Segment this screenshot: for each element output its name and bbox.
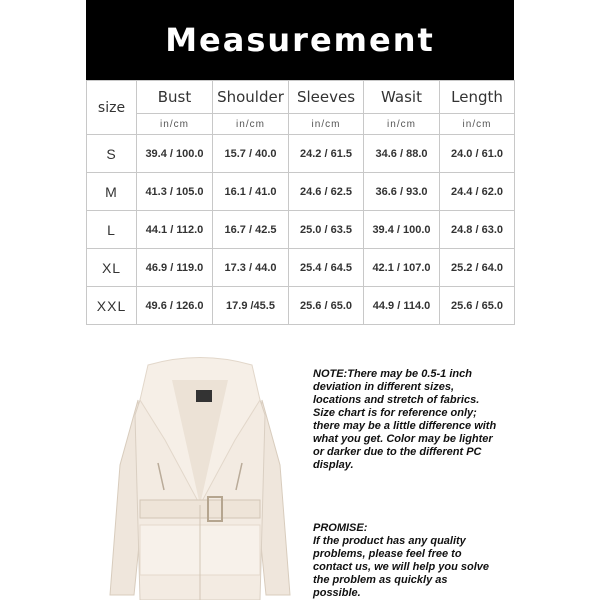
table-cell: 41.3 / 105.0: [137, 173, 213, 211]
table-cell: 25.2 / 64.0: [440, 249, 515, 287]
column-header-shoulder: Shoulder: [213, 81, 289, 114]
promise-heading: PROMISE:: [313, 522, 368, 534]
table-cell: 49.6 / 126.0: [137, 287, 213, 325]
table-cell: 24.6 / 62.5: [289, 173, 364, 211]
table-row: [87, 173, 515, 211]
coat-product-image: [100, 345, 300, 600]
table-cell: 25.4 / 64.5: [289, 249, 364, 287]
table-cell: 25.6 / 65.0: [440, 287, 515, 325]
table-cell: 15.7 / 40.0: [213, 135, 289, 173]
unit-label: in/cm: [364, 114, 440, 135]
size-cell: XXL: [87, 287, 137, 325]
table-cell: 17.9 /45.5: [213, 287, 289, 325]
size-note: NOTE:There may be 0.5-1 inch deviation in different sizes, locations and stretch of fabrics. Size chart is for reference only; there may be a little difference with what you get. Color may be lighter or darker due to the different PC display.: [313, 368, 497, 471]
table-row: [87, 287, 515, 325]
table-cell: 24.2 / 61.5: [289, 135, 364, 173]
column-header-length: Length: [440, 81, 515, 114]
table-cell: 25.0 / 63.5: [289, 211, 364, 249]
table-cell: 17.3 / 44.0: [213, 249, 289, 287]
table-cell: 24.8 / 63.0: [440, 211, 515, 249]
size-chart-table: [86, 80, 515, 325]
size-column-header: size: [87, 81, 137, 135]
table-row: [87, 211, 515, 249]
unit-label: in/cm: [213, 114, 289, 135]
unit-row: [87, 114, 515, 135]
table-header-row: [87, 81, 515, 114]
table-row: [87, 135, 515, 173]
table-cell: 24.0 / 61.0: [440, 135, 515, 173]
unit-label: in/cm: [137, 114, 213, 135]
column-header-sleeves: Sleeves: [289, 81, 364, 114]
column-header-waist: Wasit: [364, 81, 440, 114]
table-cell: 42.1 / 107.0: [364, 249, 440, 287]
table-cell: 34.6 / 88.0: [364, 135, 440, 173]
table-cell: 16.1 / 41.0: [213, 173, 289, 211]
unit-label: in/cm: [289, 114, 364, 135]
table-row: [87, 249, 515, 287]
table-cell: 39.4 / 100.0: [364, 211, 440, 249]
size-cell: S: [87, 135, 137, 173]
table-cell: 24.4 / 62.0: [440, 173, 515, 211]
table-cell: 16.7 / 42.5: [213, 211, 289, 249]
column-header-bust: Bust: [137, 81, 213, 114]
table-cell: 44.9 / 114.0: [364, 287, 440, 325]
page-title: Measurement: [165, 21, 435, 59]
size-cell: XL: [87, 249, 137, 287]
table-cell: 46.9 / 119.0: [137, 249, 213, 287]
table-cell: 44.1 / 112.0: [137, 211, 213, 249]
table-cell: 39.4 / 100.0: [137, 135, 213, 173]
table-cell: 36.6 / 93.0: [364, 173, 440, 211]
promise-text: If the product has any quality problems, please feel free to contact us, we will help you solve the problem as quickly as possible.: [313, 535, 490, 599]
title-banner: [86, 0, 514, 80]
size-cell: L: [87, 211, 137, 249]
table-cell: 25.6 / 65.0: [289, 287, 364, 325]
unit-label: in/cm: [440, 114, 515, 135]
size-cell: M: [87, 173, 137, 211]
